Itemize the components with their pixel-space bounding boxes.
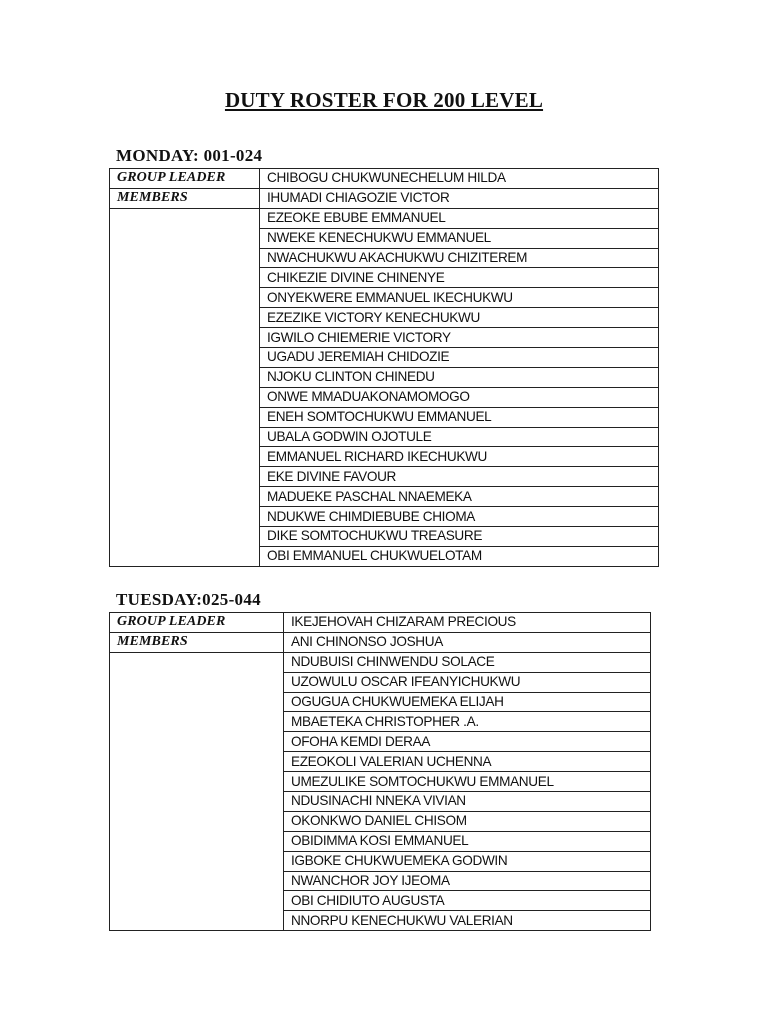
member-name: UBALA GODWIN OJOTULE bbox=[260, 427, 659, 447]
member-name: OBIDIMMA KOSI EMMANUEL bbox=[284, 831, 651, 851]
tuesday-roster-row bbox=[110, 632, 651, 652]
member-name: MBAETEKA CHRISTOPHER .A. bbox=[284, 712, 651, 732]
monday-roster-table bbox=[109, 168, 659, 567]
member-name: ANI CHINONSO JOSHUA bbox=[284, 632, 651, 652]
member-name: NWEKE KENECHUKWU EMMANUEL bbox=[260, 228, 659, 248]
member-name: DIKE SOMTOCHUKWU TREASURE bbox=[260, 527, 659, 547]
members-label: MEMBERS bbox=[110, 632, 284, 652]
member-name: EZEOKE EBUBE EMMANUEL bbox=[260, 208, 659, 228]
members-blank-cell bbox=[110, 208, 260, 566]
member-name: NWACHUKWU AKACHUKWU CHIZITEREM bbox=[260, 248, 659, 268]
members-blank-cell bbox=[110, 652, 284, 930]
member-name: NWANCHOR JOY IJEOMA bbox=[284, 871, 651, 891]
member-name: ENEH SOMTOCHUKWU EMMANUEL bbox=[260, 407, 659, 427]
monday-roster-row bbox=[110, 188, 659, 208]
member-name: NJOKU CLINTON CHINEDU bbox=[260, 367, 659, 387]
member-name: OGUGUA CHUKWUEMEKA ELIJAH bbox=[284, 692, 651, 712]
member-name: EZEOKOLI VALERIAN UCHENNA bbox=[284, 752, 651, 772]
member-name: EZEZIKE VICTORY KENECHUKWU bbox=[260, 308, 659, 328]
member-name: CHIKEZIE DIVINE CHINENYE bbox=[260, 268, 659, 288]
member-name: UZOWULU OSCAR IFEANYICHUKWU bbox=[284, 672, 651, 692]
group-leader-label: GROUP LEADER bbox=[110, 169, 260, 189]
tuesday-roster-row bbox=[110, 613, 651, 633]
group-leader-name: CHIBOGU CHUKWUNECHELUM HILDA bbox=[260, 169, 659, 189]
member-name: NDUKWE CHIMDIEBUBE CHIOMA bbox=[260, 507, 659, 527]
member-name: NNORPU KENECHUKWU VALERIAN bbox=[284, 911, 651, 931]
member-name: MADUEKE PASCHAL NNAEMEKA bbox=[260, 487, 659, 507]
member-name: OFOHA KEMDI DERAA bbox=[284, 732, 651, 752]
member-name: NDUSINACHI NNEKA VIVIAN bbox=[284, 792, 651, 812]
member-name: IHUMADI CHIAGOZIE VICTOR bbox=[260, 188, 659, 208]
monday-heading: MONDAY: 001-024 bbox=[116, 146, 263, 165]
tuesday-roster-row bbox=[110, 652, 651, 672]
member-name: OKONKWO DANIEL CHISOM bbox=[284, 811, 651, 831]
member-name: ONYEKWERE EMMANUEL IKECHUKWU bbox=[260, 288, 659, 308]
group-leader-name: IKEJEHOVAH CHIZARAM PRECIOUS bbox=[284, 613, 651, 633]
member-name: UMEZULIKE SOMTOCHUKWU EMMANUEL bbox=[284, 772, 651, 792]
group-leader-label: GROUP LEADER bbox=[110, 613, 284, 633]
member-name: EMMANUEL RICHARD IKECHUKWU bbox=[260, 447, 659, 467]
member-name: OBI EMMANUEL CHUKWUELOTAM bbox=[260, 546, 659, 566]
member-name: EKE DIVINE FAVOUR bbox=[260, 467, 659, 487]
member-name: IGWILO CHIEMERIE VICTORY bbox=[260, 328, 659, 348]
monday-roster-row bbox=[110, 208, 659, 228]
document-title: DUTY ROSTER FOR 200 LEVEL bbox=[224, 88, 544, 112]
tuesday-roster-table bbox=[109, 612, 651, 931]
member-name: IGBOKE CHUKWUEMEKA GODWIN bbox=[284, 851, 651, 871]
member-name: OBI CHIDIUTO AUGUSTA bbox=[284, 891, 651, 911]
monday-roster-row bbox=[110, 169, 659, 189]
member-name: ONWE MMADUAKONAMOMOGO bbox=[260, 387, 659, 407]
members-label: MEMBERS bbox=[110, 188, 260, 208]
member-name: UGADU JEREMIAH CHIDOZIE bbox=[260, 348, 659, 368]
member-name: NDUBUISI CHINWENDU SOLACE bbox=[284, 652, 651, 672]
tuesday-heading: TUESDAY:025-044 bbox=[116, 590, 261, 609]
